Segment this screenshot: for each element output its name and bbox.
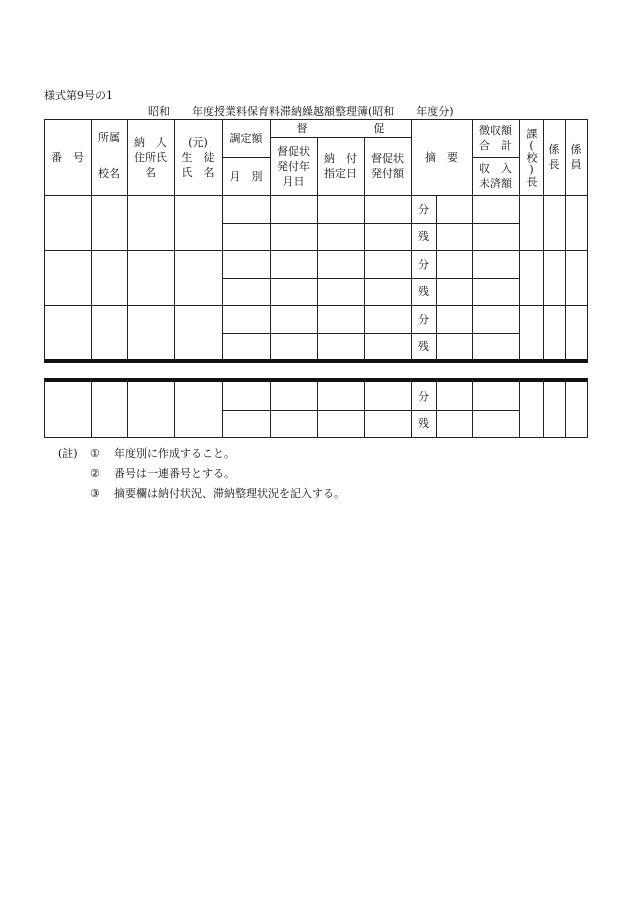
note-item xyxy=(58,444,345,464)
header-number: 番 号 xyxy=(51,150,84,164)
header-school-top: 所属 xyxy=(98,130,120,144)
header-demand-issue-date: 督促状 発付年 月日 xyxy=(277,144,310,188)
header-student: (元) 生 徒 氏 名 xyxy=(181,135,215,179)
label-portion: 分 xyxy=(418,202,429,216)
header-outstanding: 収 入 未済額 xyxy=(479,162,512,190)
table-right-border xyxy=(587,119,588,360)
note-text: 番号は一連番号とする。 xyxy=(114,467,235,480)
header-summary: 摘 要 xyxy=(425,150,458,164)
header-demand-amount: 督促状 発付額 xyxy=(371,152,404,180)
label-portion: 分 xyxy=(418,389,429,403)
row-split-line xyxy=(222,410,519,411)
column-line xyxy=(472,379,473,438)
label-portion: 分 xyxy=(418,257,429,271)
column-line xyxy=(364,379,365,438)
note-text: 摘要欄は納付状況、滞納整理状況を記入する。 xyxy=(114,487,345,500)
row-split-line xyxy=(222,278,519,279)
column-line xyxy=(565,379,566,438)
column-line xyxy=(127,379,128,438)
note-item xyxy=(58,484,345,504)
note-text: 年度別に作成すること。 xyxy=(114,447,235,460)
header-payer: 納 人 住所氏 名 xyxy=(134,135,167,179)
note-number: ③ xyxy=(90,487,100,500)
label-portion: 分 xyxy=(418,312,429,326)
form-title: 昭和 年度授業料保育料滞納繰越額整理簿(昭和 年度分) xyxy=(148,105,454,118)
column-line xyxy=(543,379,544,438)
column-line xyxy=(222,379,223,438)
header-assessed: 調定額 xyxy=(229,131,263,145)
column-line xyxy=(174,379,175,438)
row-split-line xyxy=(222,223,519,224)
form-number: 様式第9号の1 xyxy=(44,89,113,102)
row-group-line xyxy=(44,305,588,306)
header-due-date: 納 付 指定日 xyxy=(324,152,357,180)
column-line xyxy=(91,119,92,360)
notes-label: (註) xyxy=(58,447,78,460)
column-line xyxy=(91,379,92,438)
table-right-border xyxy=(587,379,588,438)
row-group-line xyxy=(44,250,588,251)
header-school-bottom: 校名 xyxy=(98,166,120,180)
label-remaining: 残 xyxy=(418,230,429,243)
header-collected: 徴収額 合 計 xyxy=(479,124,512,152)
omission-line-lower xyxy=(44,378,588,382)
label-remaining: 残 xyxy=(418,417,429,430)
notes xyxy=(58,444,345,504)
header-sub-chief: 係 長 xyxy=(548,143,560,171)
label-remaining: 残 xyxy=(418,339,429,353)
row-split-line xyxy=(222,333,519,334)
header-demand: 督 促 xyxy=(296,121,385,135)
header-monthly: 月 別 xyxy=(229,169,263,183)
omission-line-upper xyxy=(44,359,588,363)
column-line xyxy=(317,379,318,438)
label-remaining: 残 xyxy=(418,285,429,298)
column-line xyxy=(270,379,271,438)
table-bottom-border xyxy=(44,437,588,438)
column-line xyxy=(436,379,437,438)
ledger-table xyxy=(44,119,588,438)
column-line xyxy=(436,195,437,360)
header-clerk: 係 員 xyxy=(570,143,582,171)
column-line xyxy=(519,379,520,438)
note-number: ① xyxy=(90,447,100,460)
header-section-chief: 課(校)長 xyxy=(525,127,538,187)
table-left-border xyxy=(44,379,45,438)
note-item xyxy=(58,464,345,484)
note-number: ② xyxy=(90,467,100,480)
header-bottom-border xyxy=(44,195,588,196)
